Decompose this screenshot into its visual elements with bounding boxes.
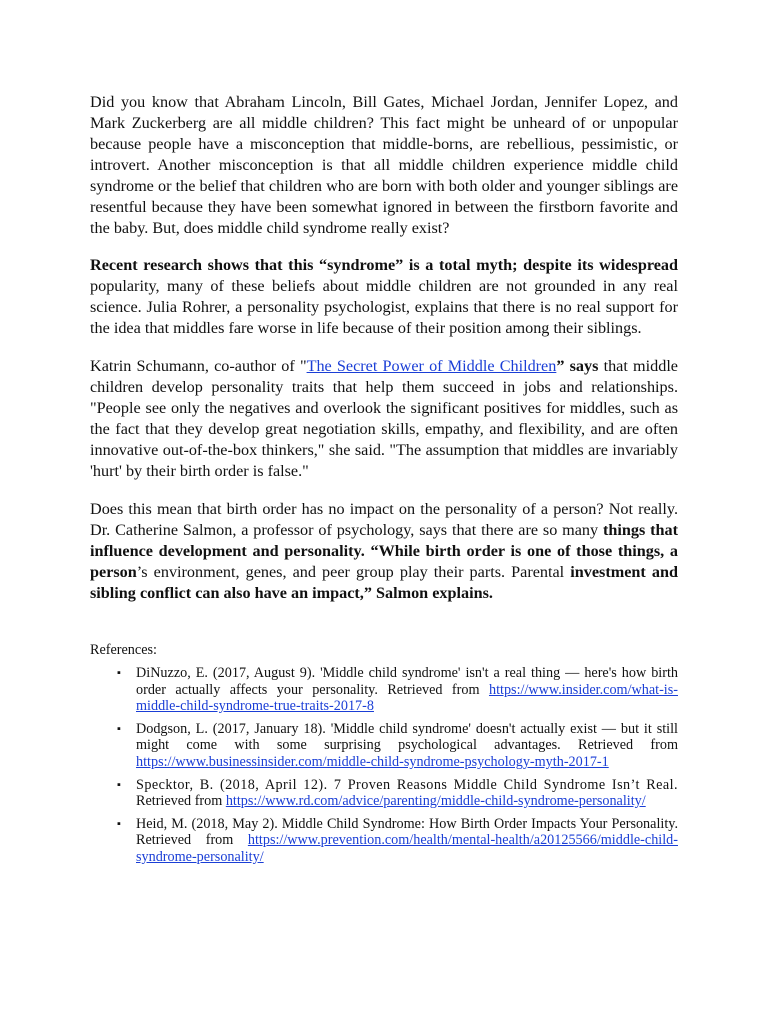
paragraph-text: that middle children develop personality traits that help them succeed in jobs and relationships. "People see only the negatives and overlook the significant positives for middles, such as the fact that they develop great negotiation skills, empathy, and flexibility, and are often innovative out-of-the-box thinkers," she said. "The assumption that middles are invariably 'hurt' by their birth order is false." [90,357,678,480]
reference-text: Specktor, B. (2018, April 12). 7 Proven Reasons Middle Child Syndrome Isn’t Real. [136,776,678,793]
square-bullet-icon: ▪ [117,778,121,791]
reference-link[interactable]: https://www.insider.com/what-is-middle-child-syndrome-true-traits-2017-8 [136,681,678,715]
reference-link[interactable]: https://www.prevention.com/health/mental-health/a20125566/middle-child-syndrome-personality/ [136,832,678,865]
reference-link[interactable]: https://www.businessinsider.com/middle-child-syndrome-psychology-myth-2017-1 [136,753,609,770]
reference-text: Dodgson, L. (2017, January 18). 'Middle child syndrome' doesn't actually exist — but it still might come with some surprising psychological advantages. Retrieved from [136,720,678,754]
book-link[interactable]: The Secret Power of Middle Children [306,357,557,375]
paragraph-text: Does this mean that birth order has no impact on the personality of a person? Not really. Dr. Catherine Salmon, a professor of psychology, says that there are so many [90,500,678,539]
reference-item [90,721,678,771]
reference-text: Heid, M. (2018, May 2). Middle Child Syndrome: How Birth Order Impacts Your Personality. Retrieved from [136,815,678,849]
references-list [90,665,678,866]
paragraph-intro: Did you know that Abraham Lincoln, Bill Gates, Michael Jordan, Jennifer Lopez, and Mark Zuckerberg are all middle children? This fact might be unheard of or unpopular because people have a misconception that middle-borns, are rebellious, pessimistic, or introvert. Another misconception is that all middle children experience middle child syndrome or the belief that children who are born with both older and younger siblings are resentful because they have been somewhat ignored in between the firstborn favorite and the baby. But, does middle child syndrome really exist? [90,93,678,237]
square-bullet-icon: ▪ [117,667,121,679]
square-bullet-icon: ▪ [117,722,121,735]
reference-link[interactable]: https://www.rd.com/advice/parenting/middle-child-syndrome-personality/ [225,793,646,810]
bold-text: ” says [556,357,599,375]
document-page [90,92,678,872]
reference-text: Retrieved from [136,793,226,810]
references-heading: References: [90,642,157,658]
bold-text: things that influence development and personality. “While birth order is one of those things, a person [90,521,678,581]
reference-item [90,777,678,810]
bold-text: investment and sibling conflict can also have an impact,” Salmon explains. [90,563,678,602]
reference-item [90,665,678,715]
square-bullet-icon: ▪ [117,817,121,830]
bold-text: Recent research shows that this “syndrome” is a total myth; despite its widespread [90,256,678,274]
paragraph-schumann [90,356,678,482]
paragraph-text: ’s environment, genes, and peer group play their parts. Parental [136,563,571,581]
reference-item [90,816,678,866]
paragraph-research [90,255,678,339]
paragraph-salmon [90,499,678,604]
reference-text: DiNuzzo, E. (2017, August 9). 'Middle child syndrome' isn't a real thing — here's how birth order actually affects your personality. Retrieved from [136,665,678,698]
paragraph-text: popularity, many of these beliefs about middle children are not grounded in any real science. Julia Rohrer, a personality psychologist, explains that there is no real support for the idea that middles fare worse in life because of their position among their siblings. [90,277,678,337]
paragraph-text: Katrin Schumann, co-author of " [90,357,307,375]
